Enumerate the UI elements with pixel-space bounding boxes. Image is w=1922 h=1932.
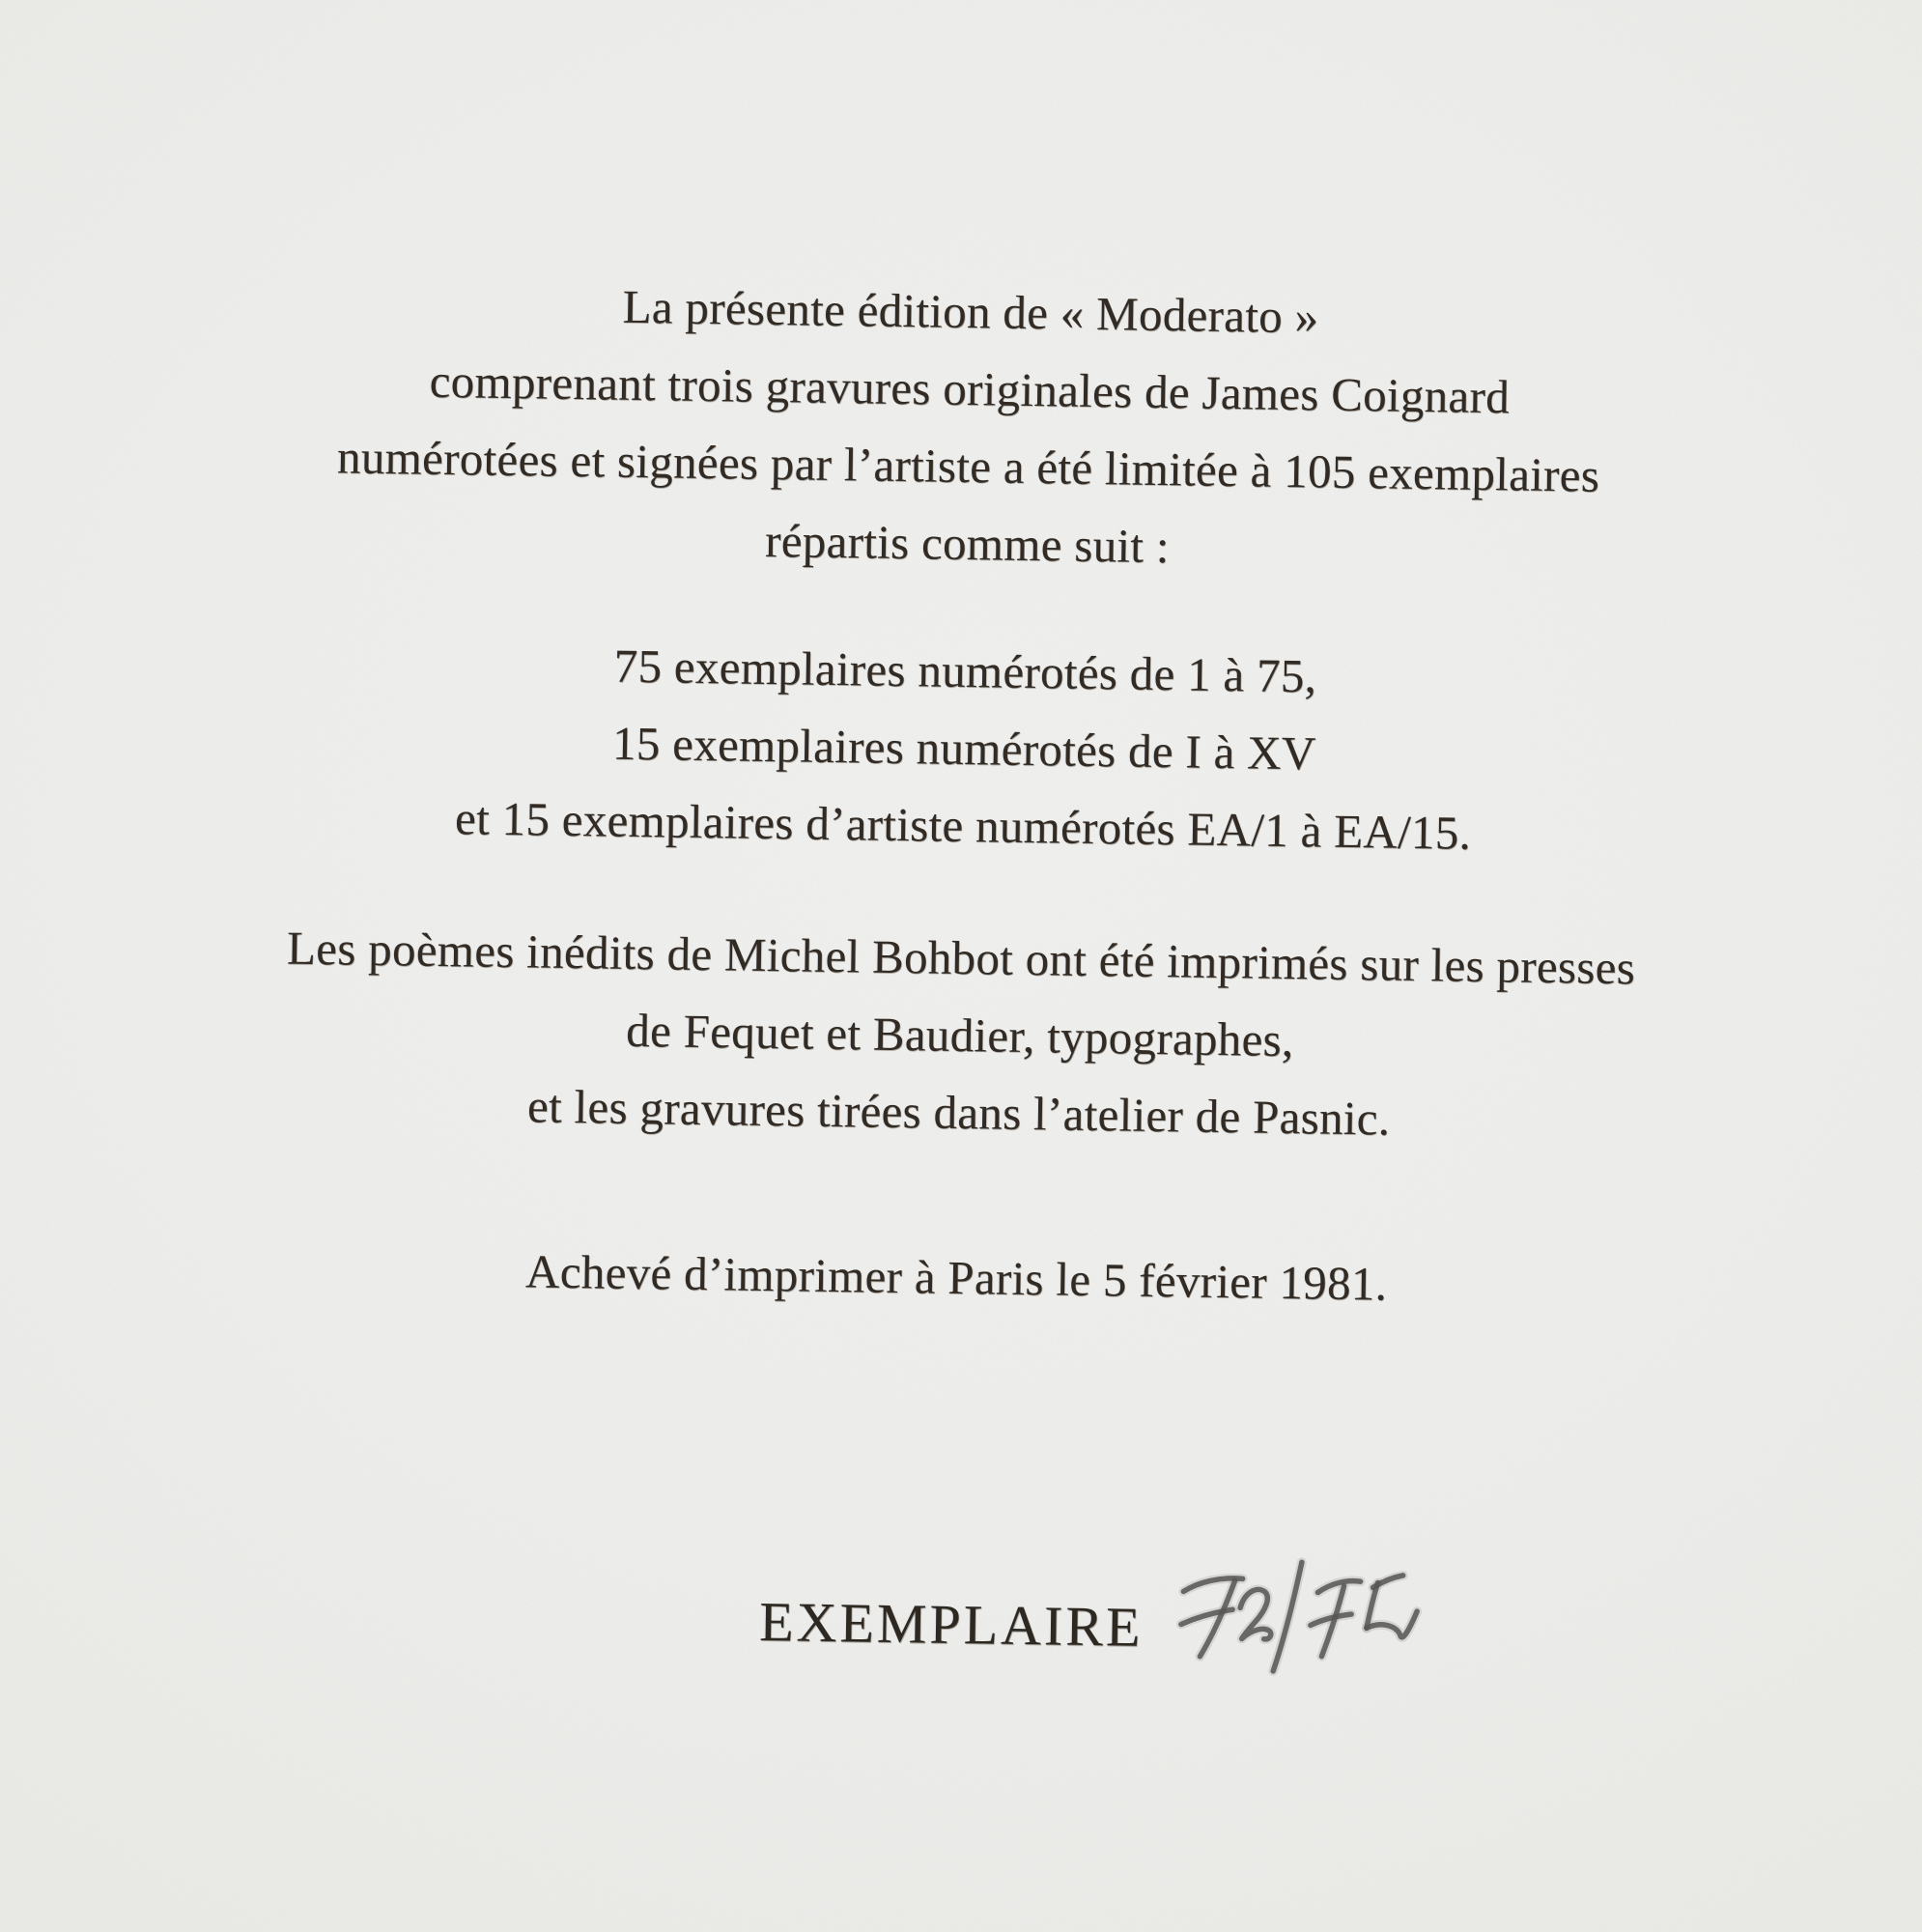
- tirage-paragraph: [2, 618, 1922, 878]
- exemplaire-label: EXEMPLAIRE: [758, 1589, 1145, 1659]
- tirage-line-3: et 15 exemplaires d’artiste numérotés EA/1 à EA/15.: [454, 791, 1472, 860]
- impression-line-3: et les gravures tirées dans l’atelier de Pasnic.: [526, 1079, 1391, 1146]
- edition-paragraph: [6, 259, 1922, 596]
- handwritten-edition-number: [1175, 1535, 1425, 1686]
- edition-line-4: répartis comme suit :: [764, 513, 1171, 574]
- impression-line-2: de Fequet et Baudier, typographes,: [625, 1003, 1294, 1067]
- impression-paragraph: [0, 905, 1922, 1165]
- edition-line-2: comprenant trois gravures originales de James Coignard: [429, 354, 1511, 424]
- impression-line-1: Les poèmes inédits de Michel Bohbot ont été imprimés sur les presses: [286, 921, 1636, 995]
- tirage-line-1: 75 exemplaires numérotés de 1 à 75,: [613, 639, 1317, 703]
- edition-line-3: numérotées et signées par l’artiste a été limitée à 105 exemplaires: [336, 430, 1600, 502]
- tirage-line-2: 15 exemplaires numérotés de I à XV: [611, 716, 1317, 781]
- edition-line-1: La présente édition de « Moderato »: [622, 279, 1319, 344]
- justification-row: [0, 1572, 1912, 1678]
- achevement-paragraph: [0, 1225, 1918, 1331]
- achevement-line: Achevé d’imprimer à Paris le 5 février 1981.: [524, 1244, 1388, 1311]
